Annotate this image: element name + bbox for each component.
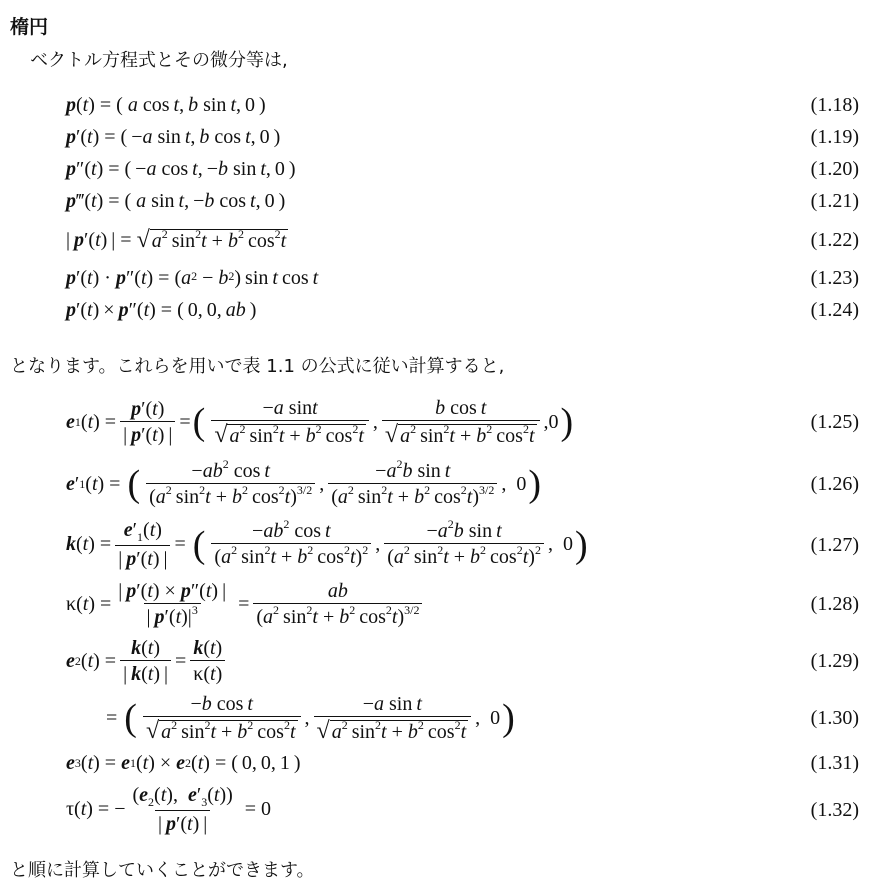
equation-number: (1.27) [810, 533, 859, 556]
equation-1-18 [0, 92, 874, 118]
equation-body: e 2 ( t ) = $\frac{k(t)}{| k(t) |}$ = $\frac{k(t)}{\kappa(t)}$ [66, 637, 229, 686]
equation-1-28 [0, 578, 874, 630]
equation-number: (1.23) [810, 266, 859, 289]
equation-body: p ′( t ) · p ″( t ) = ( a $^2$ − b $^2$ ) sin t cos t [66, 266, 319, 289]
equation-body: κ( t ) = $\frac{| p'(t) \times p''(t) |}{| p'(t)|^3}$ = $\frac{ab}{(a^2 \sin^2t + b^2 \cos^2t)^{3/2}}$ [66, 580, 426, 629]
equation-1-29 [0, 636, 874, 686]
equation-1-19 [0, 124, 874, 150]
equation-number: (1.31) [810, 751, 859, 774]
equation-number: (1.24) [810, 298, 859, 321]
equation-1-31 [0, 750, 874, 776]
intro-paragraph: ベクトル方程式とその微分等は, [30, 50, 288, 71]
equation-body: e 3 ( t ) = e 1 ( t ) × e 2 ( t ) = ( 0, 0, 1 ) [66, 751, 301, 774]
equation-body: p ″( t ) = ( − a cos t , − b sin t , 0 ) [66, 157, 296, 180]
equation-number: (1.19) [810, 125, 859, 148]
equation-body: τ( t ) = − $\frac{(e_2(t), e'_3(t))}{| p'(t) |}$ = 0 [66, 784, 272, 835]
closing-paragraph: と順に計算していくことができます。 [10, 860, 315, 881]
equation-1-27 [0, 518, 874, 572]
equation-number: (1.25) [810, 410, 859, 433]
equation-1-21 [0, 188, 874, 214]
equation-body: p ( t ) = ( a cos t , b sin t , 0 ) [66, 93, 266, 116]
equation-body: p ′( t ) × p ″( t ) = ( 0, 0, ab ) [66, 298, 257, 321]
equation-body: e 1 ( t ) = $\frac{p'(t)}{| p'(t) |}$ = ( −a sint √ $a^2$ $\sin^2t + b^2$ $\cos^2t$ , b cos t √ $a^2$ $\sin^2t + b^2$ $\cos^2t$ ,0 ) [66, 396, 574, 448]
equation-number: (1.20) [810, 157, 859, 180]
equation-number: (1.18) [810, 93, 859, 116]
equation-1-30 [0, 690, 874, 746]
equation-1-23 [0, 264, 874, 292]
equation-number: (1.21) [810, 189, 859, 212]
equation-1-25 [0, 394, 874, 450]
equation-1-32 [0, 784, 874, 836]
equation-body: p ′( t ) = ( − a sin t , b cos t , 0 ) [66, 125, 281, 148]
equation-number: (1.22) [810, 228, 859, 251]
equation-body: | p ′( t ) | = √ $a^2$ $\sin^2t + b^2$ $\cos^2t$ [66, 227, 287, 253]
middle-paragraph: となります。これらを用いで表 1.1 の公式に従い計算すると, [10, 356, 505, 377]
equation-number: (1.32) [810, 798, 859, 821]
equation-body: e ′ 1 ( t ) = ( $\frac{-ab^2 \cos t}{(a^2 \sin^2t + b^2 \cos^2t)^{3/2}}$ , $\frac{-a^2b \sin t}{(a^2 \sin^2t + b^2 \cos^2t)^{3/2}}$ , 0 ) [66, 456, 541, 508]
equation-number: (1.28) [810, 592, 859, 615]
equation-1-20 [0, 156, 874, 182]
section-title: 楕円 [10, 16, 49, 38]
equation-1-26 [0, 458, 874, 510]
equation-body: p ‴( t ) = ( a sin t , − b cos t , 0 ) [66, 189, 286, 212]
equation-number: (1.29) [810, 649, 859, 672]
equation-body: k ( t ) = $\frac{e'_1(t)}{| p'(t) |}$ = ( $\frac{-ab^2 \cos t}{(a^2 \sin^2t + b^2 \cos^2t)^2}$ , $\frac{-a^2b \sin t}{(a^2 \sin^2t + b^2 \cos^2t)^2}$ , 0 ) [66, 517, 588, 570]
equation-1-24 [0, 297, 874, 323]
equation-number: (1.30) [810, 706, 859, 729]
equation-1-22 [0, 224, 874, 256]
equation-body: = ( −b cos t √ $a^2$ $\sin^2t + b^2$ $\cos^2t$ , −a sin t √ $a^2$ $\sin^2t + b^2$ $\cos^2t$ , 0 ) [106, 692, 515, 744]
equation-number: (1.26) [810, 472, 859, 495]
